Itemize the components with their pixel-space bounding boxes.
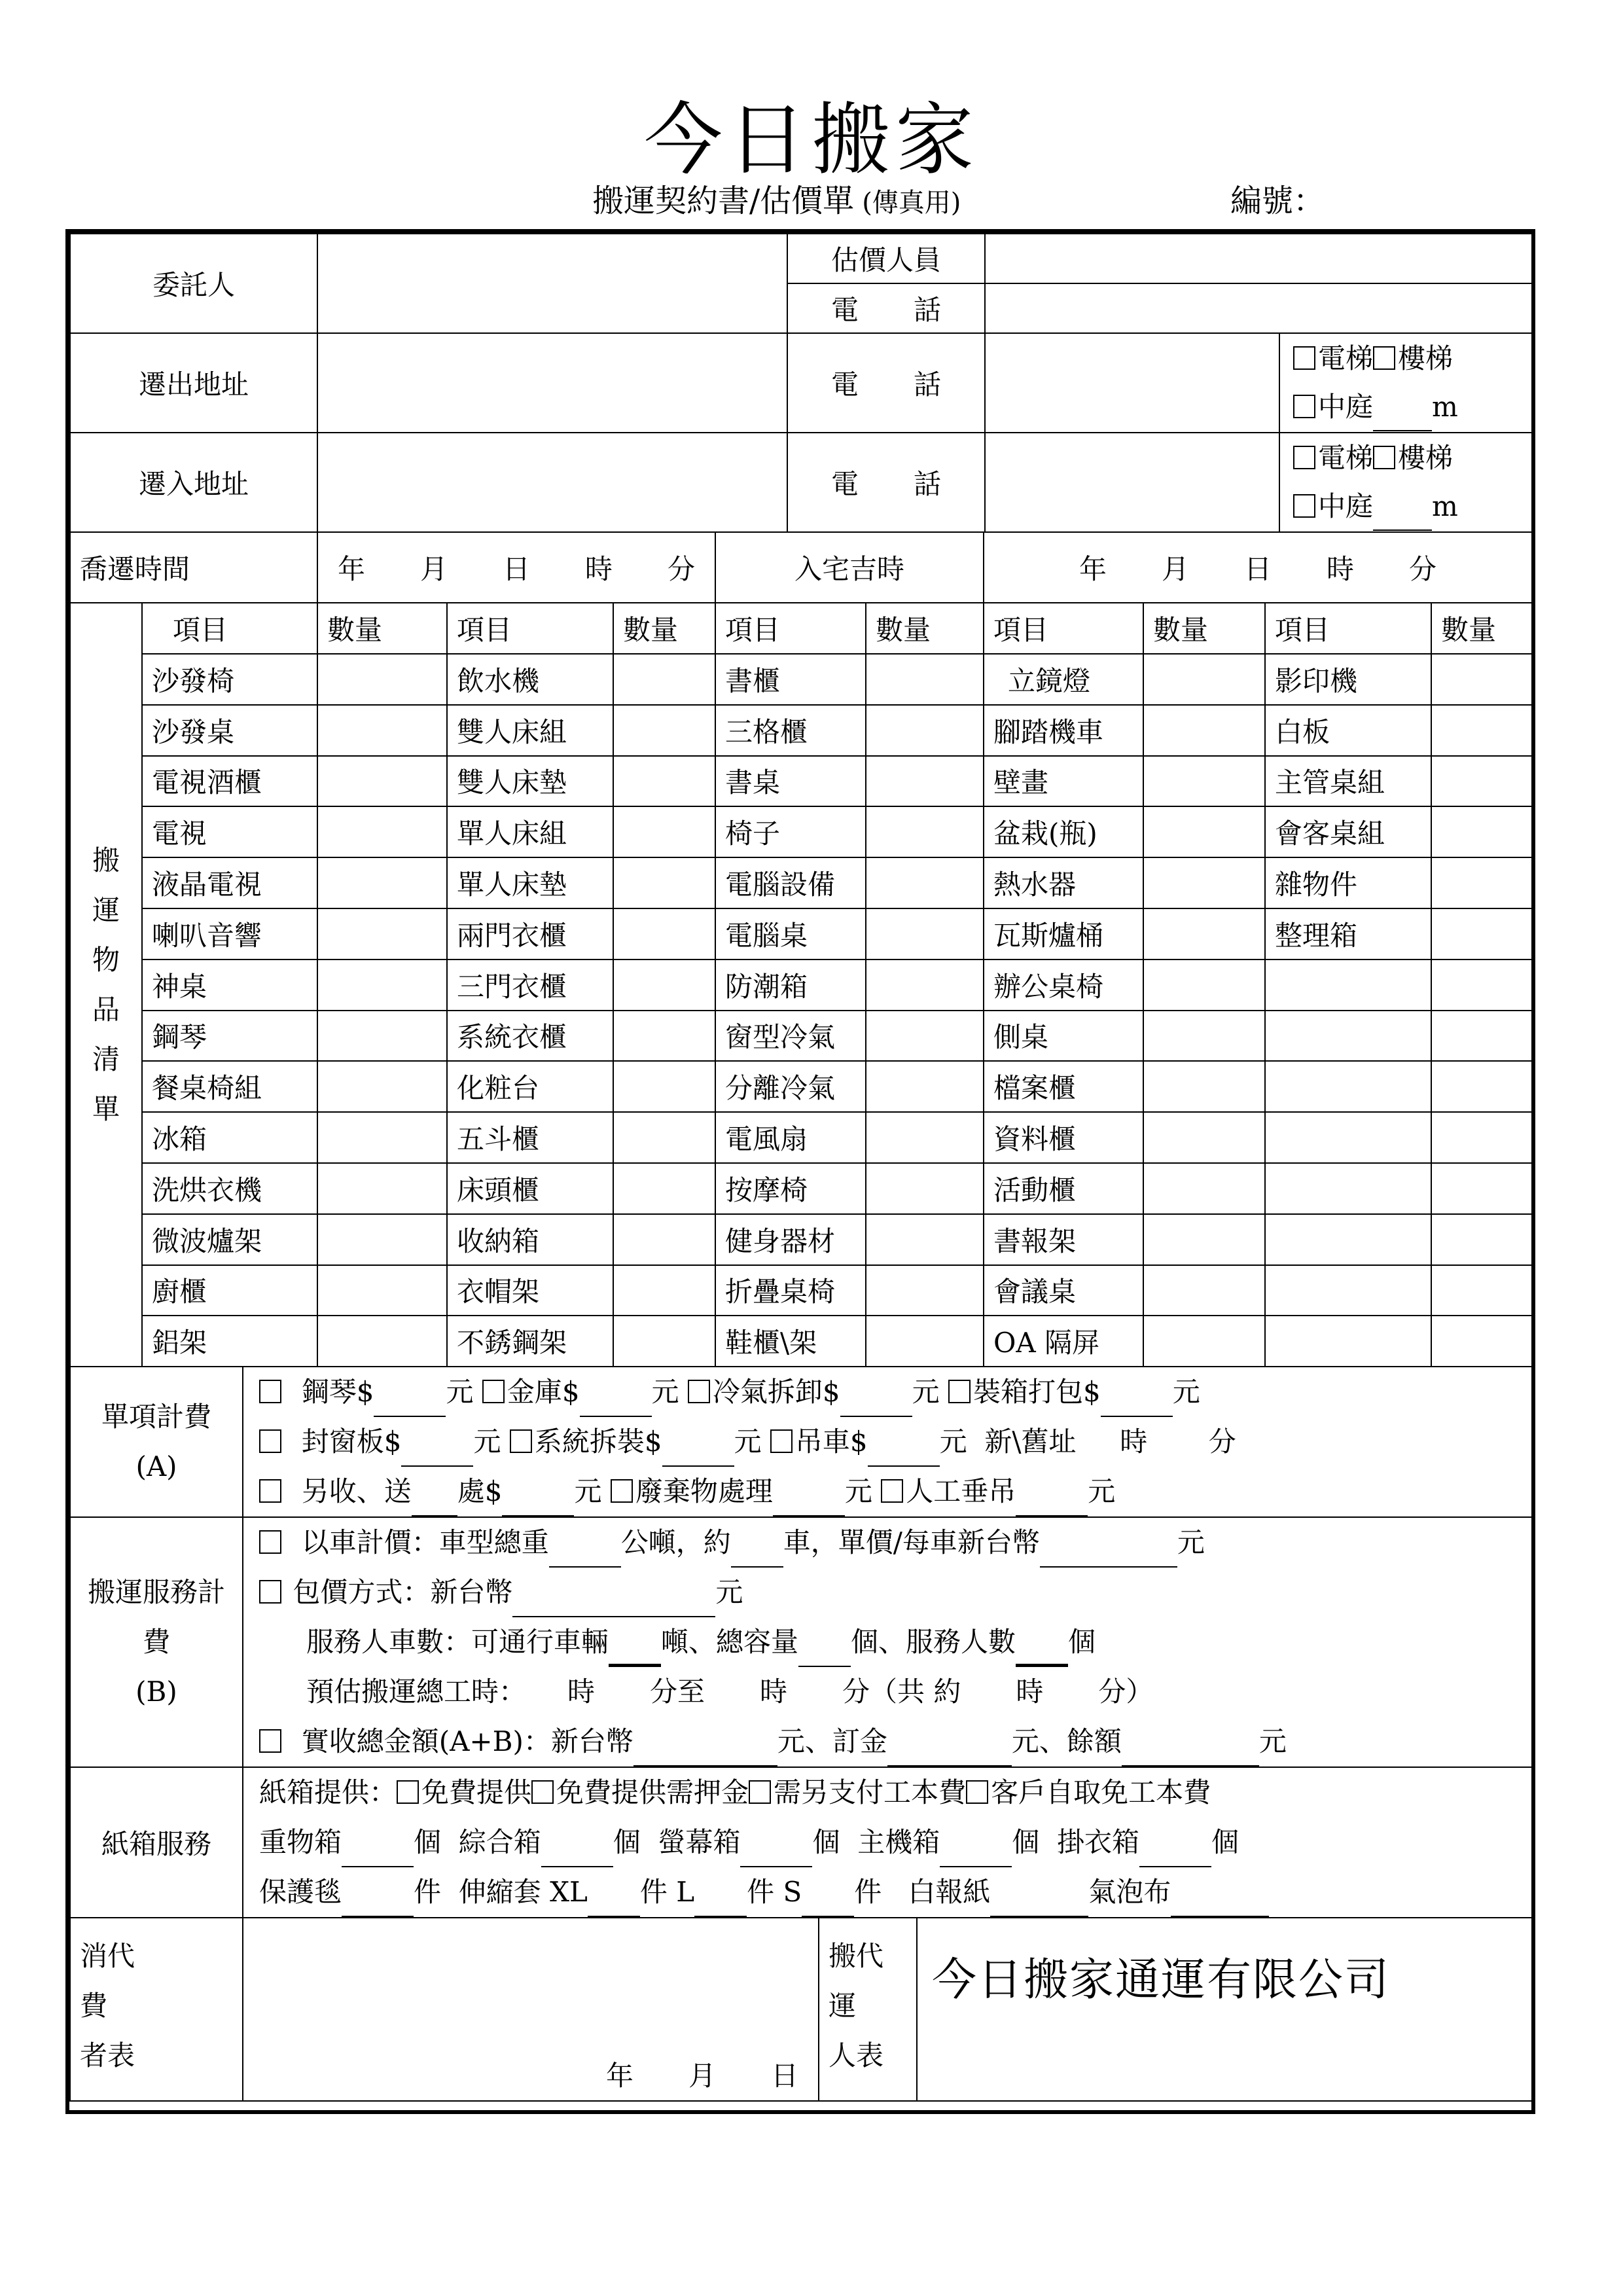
estimated-hours: 預估搬運總工時： 時 分至 時 分（共 約 時 分） [306,1676,1154,1708]
ac-fee-field[interactable] [840,1392,912,1417]
table-row [70,1265,1532,1316]
free-checkbox[interactable] [397,1780,419,1804]
inventory-qty-field[interactable] [866,1112,984,1163]
packing-checkbox[interactable] [948,1380,971,1403]
inventory-qty-field[interactable] [1431,1316,1532,1367]
self-pickup-checkbox[interactable] [966,1780,988,1804]
inventory-table [69,602,1533,1367]
inventory-qty-field[interactable] [1143,1011,1265,1062]
inventory-qty-field[interactable] [1431,1214,1532,1265]
inventory-qty-field[interactable] [317,806,447,857]
crane-fee-field[interactable] [868,1442,940,1467]
inventory-item: 折疊桌椅 [715,1265,866,1316]
inventory-item: 腳踏機車 [984,705,1143,756]
screen-box-field[interactable] [740,1842,812,1867]
fees-a-label: 單項計費 (A) [70,1367,243,1517]
inventory-item: 廚櫃 [142,1265,317,1316]
estimator-label: 估價人員 [787,234,985,283]
table-row [70,1214,1532,1265]
time-table [69,531,1533,603]
fees-a-table [69,1366,1533,1518]
courtyard-distance-field[interactable] [1373,506,1432,531]
packing-fee-field[interactable] [1101,1392,1173,1417]
inventory-item: 單人床組 [447,806,613,857]
system-checkbox[interactable] [510,1429,532,1453]
inventory-item: 雜物件 [1265,857,1431,908]
table-row [70,1316,1532,1367]
inventory-item: 雙人床組 [447,705,613,756]
inventory-qty-field[interactable] [613,908,715,960]
table-row [70,960,1532,1011]
inventory-qty-field[interactable] [1431,908,1532,960]
table-row [70,1112,1532,1163]
inventory-qty-field[interactable] [1431,1011,1532,1062]
table-row [70,1163,1532,1214]
inventory-qty-field[interactable] [613,1112,715,1163]
inventory-item: 會客桌組 [1265,806,1431,857]
inventory-item: 書桌 [715,756,866,807]
inventory-qty-field[interactable] [317,654,447,705]
inventory-qty-field[interactable] [1143,908,1265,960]
inventory-item: 鞋櫃\架 [715,1316,866,1367]
elevator-checkbox[interactable] [1293,346,1315,370]
hoist-fee-field[interactable] [1016,1492,1088,1516]
balance-field[interactable] [1122,1742,1259,1767]
truck-weight-field[interactable] [549,1543,621,1568]
inventory-qty-field[interactable] [866,1061,984,1112]
elevator-checkbox[interactable] [1293,446,1315,469]
inventory-item: 健身器材 [715,1214,866,1265]
inventory-qty-field[interactable] [866,908,984,960]
fees-a-items: 鋼琴$ 元 金庫$ 元 冷氣拆卸$ 元 裝箱打包$ 元 封窗板$ 元 系統拆裝$ 元 吊車$ 元 新\舊址 時 分 另收、送 處$ 元 廢棄物處理 元 人工垂吊 元 [243,1367,1532,1517]
consumer-signature-field[interactable] [243,1918,819,2101]
boxes-items: 紙箱提供： 免費提供 免費提供需押金 需另支付工本費 客戶自取免工本費 重物箱 個 綜合箱 個 螢幕箱 個 主機箱 個 掛衣箱 個 保護毯 件 伸縮套 XL 件 L 件 S 件 白報紙 氣泡布 [243,1767,1532,1918]
inventory-item: 瓦斯爐桶 [984,908,1143,960]
inventory-qty-field[interactable] [613,1163,715,1214]
to-address-label: 遷入地址 [70,433,317,532]
fees-a-row1-checkbox[interactable] [259,1380,281,1403]
to-phone-field[interactable] [985,433,1279,532]
hoist-checkbox[interactable] [881,1479,903,1503]
inventory-qty-field[interactable] [1431,756,1532,807]
boxes-table [69,1767,1533,1918]
to-phone-label: 電 話 [787,433,985,532]
fees-b-table [69,1516,1533,1768]
client-field[interactable] [317,234,787,333]
inventory-qty-field[interactable] [866,1316,984,1367]
table-row [70,705,1532,756]
consumer-rep-label: 消代 費 者表 [70,1918,243,2101]
inventory-qty-field[interactable] [317,1316,447,1367]
inventory-item: 化粧台 [447,1061,613,1112]
inventory-item: 盆栽(瓶) [984,806,1143,857]
inventory-qty-field[interactable] [1143,1214,1265,1265]
inventory-item: 微波爐架 [142,1214,317,1265]
inventory-qty-field[interactable] [1431,1061,1532,1112]
inventory-item: 神桌 [142,960,317,1011]
total-checkbox[interactable] [259,1729,281,1753]
inventory-qty-field[interactable] [1431,806,1532,857]
inventory-qty-field[interactable] [1143,705,1265,756]
package-price-field[interactable] [512,1592,715,1617]
inventory-item: 檔案櫃 [984,1061,1143,1112]
heavy-box-field[interactable] [342,1842,414,1867]
inventory-qty-field[interactable] [866,1163,984,1214]
inventory-qty-field[interactable] [317,1112,447,1163]
fax-note: (傳真用) [862,188,961,218]
inventory-item: 冰箱 [142,1112,317,1163]
to-access-options: 電梯 樓梯 中庭 m [1279,433,1532,532]
subtitle-text: 搬運契約書/估價單 [592,183,855,219]
inventory-item: 鋼琴 [142,1011,317,1062]
boxes-label: 紙箱服務 [70,1767,243,1918]
inventory-item: 白板 [1265,705,1431,756]
col-qty-header: 數量 [317,603,447,654]
move-time-field[interactable]: 年 月 日 時 分 [317,532,715,603]
inventory-qty-field[interactable] [317,857,447,908]
signature-table [69,1917,1533,2102]
col-item-header: 項目 [1265,603,1431,654]
truck-price-field[interactable] [1040,1543,1177,1568]
to-address-field[interactable] [317,433,787,532]
inventory-qty-field[interactable] [1143,1265,1265,1316]
inventory-item [1265,1112,1431,1163]
inventory-item: 電腦桌 [715,908,866,960]
safe-checkbox[interactable] [482,1380,505,1403]
carrier-rep-label: 搬代 運 人表 [819,1918,917,2101]
extra-count-field[interactable] [412,1492,457,1516]
carrier-company [917,1918,1532,2101]
inventory-qty-field[interactable] [866,1214,984,1265]
courtyard-checkbox[interactable] [1293,494,1315,518]
table-row [70,756,1532,807]
system-fee-field[interactable] [662,1442,734,1467]
package-checkbox[interactable] [259,1580,281,1604]
inventory-item: 按摩椅 [715,1163,866,1214]
fees-b-label: 搬運服務計 費 (B) [70,1517,243,1767]
col-qty-header: 數量 [613,603,715,654]
inventory-item [1265,1214,1431,1265]
col-item-header: 項目 [447,603,613,654]
fees-b-items: 以車計價：車型總重 公噸，約 車，單價/每車新台幣 元 包價方式：新台幣 元 服務人車數：可通行車輛 噸、總容量 個、服務人數 個 預估搬運總工時： 時 分至 時 分（共 約 時 分） 實收總金額(A+B)：新台幣 元、訂金 元、餘額 元 [243,1517,1532,1767]
stairs-checkbox[interactable] [1373,346,1395,370]
inventory-qty-field[interactable] [613,1316,715,1367]
inventory-item: 電腦設備 [715,857,866,908]
stairs-checkbox[interactable] [1373,446,1395,469]
inventory-qty-field[interactable] [866,960,984,1011]
inventory-qty-field[interactable] [1431,1265,1532,1316]
from-access-options: 電梯 樓梯 中庭 m [1279,333,1532,433]
col-item-header: 項目 [142,603,317,654]
waste-checkbox[interactable] [611,1479,633,1503]
col-item-header: 項目 [984,603,1143,654]
inventory-section-label: 搬 運 物 品 清 單 [70,603,142,1367]
hanger-box-field[interactable] [1139,1842,1211,1867]
from-address-label: 遷出地址 [70,333,317,433]
inventory-qty-field[interactable] [1431,960,1532,1011]
table-row [70,1011,1532,1062]
inventory-item: 書櫃 [715,654,866,705]
inventory-item [1265,1061,1431,1112]
table-row [70,908,1532,960]
capacity-field[interactable] [798,1642,851,1667]
estimator-field[interactable] [985,234,1532,283]
inventory-qty-field[interactable] [1143,1316,1265,1367]
inventory-item: 三格櫃 [715,705,866,756]
inventory-qty-field[interactable] [317,1163,447,1214]
extra-fee-field[interactable] [502,1492,574,1516]
col-qty-header: 數量 [1431,603,1532,654]
inventory-item: 電風扇 [715,1112,866,1163]
inventory-item [1265,960,1431,1011]
col-qty-header: 數量 [1143,603,1265,654]
auspicious-time-label: 入宅吉時 [715,532,984,603]
inventory-item: 壁畫 [984,756,1143,807]
inventory-qty-field[interactable] [613,806,715,857]
contract-form [65,229,1535,2114]
from-phone-field[interactable] [985,333,1279,433]
courtyard-checkbox[interactable] [1293,395,1315,418]
inventory-qty-field[interactable] [1431,857,1532,908]
host-box-field[interactable] [940,1842,1012,1867]
inventory-qty-field[interactable] [613,960,715,1011]
inventory-item: 分離冷氣 [715,1061,866,1112]
inventory-qty-field[interactable] [317,960,447,1011]
crane-checkbox[interactable] [770,1429,793,1453]
from-phone-label: 電 話 [787,333,985,433]
inventory-qty-field[interactable] [1143,654,1265,705]
inventory-item: 主管桌組 [1265,756,1431,807]
inventory-qty-field[interactable] [317,1061,447,1112]
inventory-qty-field[interactable] [1431,1112,1532,1163]
inventory-item [1265,1265,1431,1316]
inventory-item [1265,1316,1431,1367]
col-qty-header: 數量 [866,603,984,654]
inventory-item: 側桌 [984,1011,1143,1062]
deposit-field[interactable] [887,1742,1012,1767]
inventory-item: 活動櫃 [984,1163,1143,1214]
deposit-box-checkbox[interactable] [531,1780,554,1804]
inventory-item: 電視 [142,806,317,857]
client-phone-label: 電 話 [787,283,985,333]
inventory-qty-field[interactable] [1143,756,1265,807]
inventory-qty-field[interactable] [866,705,984,756]
by-truck-checkbox[interactable] [259,1530,281,1554]
inventory-qty-field[interactable] [613,654,715,705]
inventory-qty-field[interactable] [866,857,984,908]
inventory-qty-field[interactable] [317,756,447,807]
blanket-field[interactable] [342,1892,414,1917]
col-item-header: 項目 [715,603,866,654]
stretch-l-field[interactable] [694,1892,747,1917]
courtyard-distance-field[interactable] [1373,406,1432,431]
company-name: 今日搬家通運有限公司 [932,1954,1391,2007]
inventory-qty-field[interactable] [1143,806,1265,857]
inventory-qty-field[interactable] [1143,1163,1265,1214]
inventory-item [1265,1163,1431,1214]
table-row [70,806,1532,857]
inventory-item: 床頭櫃 [447,1163,613,1214]
ac-checkbox[interactable] [688,1380,710,1403]
inventory-item: 資料櫃 [984,1112,1143,1163]
inventory-qty-field[interactable] [317,1265,447,1316]
inventory-item [1265,1011,1431,1062]
inventory-item: 雙人床墊 [447,756,613,807]
inventory-qty-field[interactable] [1431,705,1532,756]
inventory-item: 洗烘衣機 [142,1163,317,1214]
inventory-qty-field[interactable] [613,1011,715,1062]
inventory-qty-field[interactable] [613,1265,715,1316]
inventory-qty-field[interactable] [1431,1163,1532,1214]
client-label: 委託人 [70,234,317,333]
fees-a-row3-checkbox[interactable] [259,1479,281,1503]
serial-number-label: 編號： [1230,183,1325,219]
inventory-qty-field[interactable] [317,1214,447,1265]
document-title: 今日搬家 [644,95,979,186]
inventory-qty-field[interactable] [613,756,715,807]
client-phone-field[interactable] [985,283,1532,333]
inventory-qty-field[interactable] [613,1214,715,1265]
inventory-qty-field[interactable] [317,1011,447,1062]
document-subtitle [592,175,961,221]
inventory-qty-field[interactable] [866,806,984,857]
vehicle-field[interactable] [609,1640,661,1667]
inventory-qty-field[interactable] [866,1011,984,1062]
inventory-item: 兩門衣櫃 [447,908,613,960]
inventory-qty-field[interactable] [613,857,715,908]
stretch-xl-field[interactable] [588,1892,640,1917]
paid-checkbox[interactable] [749,1780,771,1804]
inventory-item: 餐桌椅組 [142,1061,317,1112]
table-row [70,1061,1532,1112]
inventory-qty-field[interactable] [866,756,984,807]
inventory-item: 熱水器 [984,857,1143,908]
inventory-item: 影印機 [1265,654,1431,705]
table-row [70,654,1532,705]
window-fee-field[interactable] [401,1442,473,1467]
inventory-item: 辦公桌椅 [984,960,1143,1011]
inventory-qty-field[interactable] [1143,960,1265,1011]
inventory-item: 系統衣櫃 [447,1011,613,1062]
combo-box-field[interactable] [541,1842,613,1867]
move-time-label: 喬遷時間 [70,532,317,603]
inventory-item: 三門衣櫃 [447,960,613,1011]
inventory-item: 沙發椅 [142,654,317,705]
inventory-item: 液晶電視 [142,857,317,908]
inventory-qty-field[interactable] [1143,857,1265,908]
inventory-item: 衣帽架 [447,1265,613,1316]
inventory-item: 飲水機 [447,654,613,705]
info-table [69,233,1533,533]
inventory-qty-field[interactable] [866,654,984,705]
newsprint-field[interactable] [990,1892,1088,1917]
signature-date: 年 月 日 [605,2060,798,2092]
table-row [70,857,1532,908]
inventory-qty-field[interactable] [317,908,447,960]
inventory-item: 整理箱 [1265,908,1431,960]
inventory-qty-field[interactable] [613,1061,715,1112]
inventory-item: 立鏡燈 [984,654,1143,705]
inventory-qty-field[interactable] [317,705,447,756]
inventory-item: 椅子 [715,806,866,857]
inventory-qty-field[interactable] [1143,1112,1265,1163]
inventory-item: 防潮箱 [715,960,866,1011]
inventory-item: 喇叭音響 [142,908,317,960]
inventory-qty-field[interactable] [613,705,715,756]
safe-fee-field[interactable] [580,1392,652,1417]
inventory-qty-field[interactable] [1143,1061,1265,1112]
waste-fee-field[interactable] [773,1492,845,1516]
inventory-item: 收納箱 [447,1214,613,1265]
auspicious-time-field[interactable]: 年 月 日 時 分 [984,532,1532,603]
piano-fee-field[interactable] [374,1392,446,1417]
total-field[interactable] [633,1742,777,1767]
inventory-qty-field[interactable] [1431,654,1532,705]
inventory-item: 單人床墊 [447,857,613,908]
staff-count-field[interactable] [1016,1640,1068,1667]
inventory-item: OA 隔屏 [984,1316,1143,1367]
inventory-item: 五斗櫃 [447,1112,613,1163]
truck-count-field[interactable] [731,1543,783,1568]
inventory-item: 不銹鋼架 [447,1316,613,1367]
fees-a-row2-checkbox[interactable] [259,1429,281,1453]
inventory-item: 書報架 [984,1214,1143,1265]
inventory-item: 沙發桌 [142,705,317,756]
inventory-item: 鋁架 [142,1316,317,1367]
inventory-item: 電視酒櫃 [142,756,317,807]
inventory-item: 窗型冷氣 [715,1011,866,1062]
inventory-qty-field[interactable] [866,1265,984,1316]
stretch-s-field[interactable] [802,1892,854,1917]
inventory-item: 會議桌 [984,1265,1143,1316]
from-address-field[interactable] [317,333,787,433]
bubble-field[interactable] [1171,1892,1269,1917]
